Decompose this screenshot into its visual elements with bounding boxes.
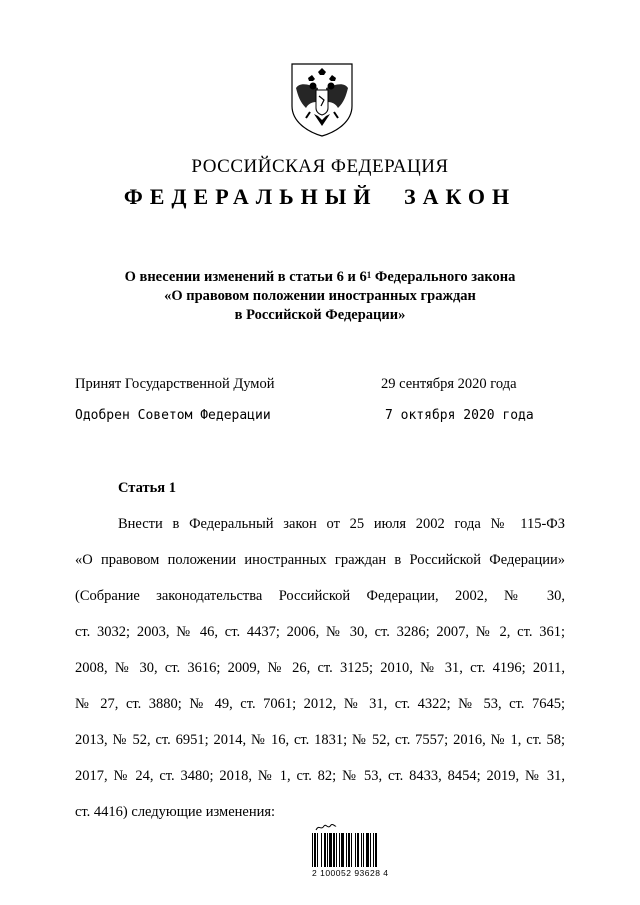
body-line: 2017, № 24, ст. 3480; 2018, № 1, ст. 82; № 53, ст. 8433, 8454; 2019, № 31, [75, 768, 565, 784]
body-line: ст. 4416) следующие изменения: [75, 804, 276, 820]
body-line: 2013, № 52, ст. 6951; 2014, № 16, ст. 1831; № 52, ст. 7557; 2016, № 1, ст. 58; [75, 732, 565, 748]
title-line-2: «О правовом положении иностранных граждан [164, 288, 476, 304]
barcode-number: 2 100052 93628 4 [312, 868, 389, 878]
body-line: ст. 3032; 2003, № 46, ст. 4437; 2006, № 30, ст. 3286; 2007, № 2, ст. 361; [75, 624, 565, 640]
document-type: ФЕДЕРАЛЬНЫЙ ЗАКОН [123, 184, 517, 209]
handwritten-mark-icon [315, 822, 337, 832]
duma-label: Принят Государственной Думой [75, 376, 275, 392]
duma-date: 29 сентября 2020 года [381, 376, 517, 392]
title-superscript: 1 [366, 270, 372, 280]
body-line: № 27, ст. 3880; № 49, ст. 7061; 2012, № 31, ст. 4322; № 53, ст. 7645; [75, 696, 565, 712]
body-line: Внести в Федеральный закон от 25 июля 2002 года № 115-ФЗ [118, 516, 565, 532]
title-line-3: в Российской Федерации» [234, 307, 406, 323]
body-line: 2008, № 30, ст. 3616; 2009, № 26, ст. 3125; 2010, № 31, ст. 4196; 2011, [75, 660, 565, 676]
country-name: РОССИЙСКАЯ ФЕДЕРАЦИЯ [191, 156, 449, 177]
article-heading: Статья 1 [118, 480, 176, 496]
coat-of-arms-icon [288, 62, 356, 138]
council-date: 7 октября 2020 года [385, 408, 534, 423]
body-line: «О правовом положении иностранных граждан в Российской Федерации» [75, 552, 565, 568]
barcode-icon [312, 833, 398, 869]
law-title [80, 268, 560, 325]
article-body [75, 506, 565, 830]
body-line: (Собрание законодательства Российской Федерации, 2002, № 30, [75, 588, 565, 604]
council-label: Одобрен Советом Федерации [75, 408, 271, 423]
title-line-1-end: Федерального закона [371, 269, 516, 285]
title-line-1: О внесении изменений в статьи 6 и 6 [124, 269, 367, 285]
